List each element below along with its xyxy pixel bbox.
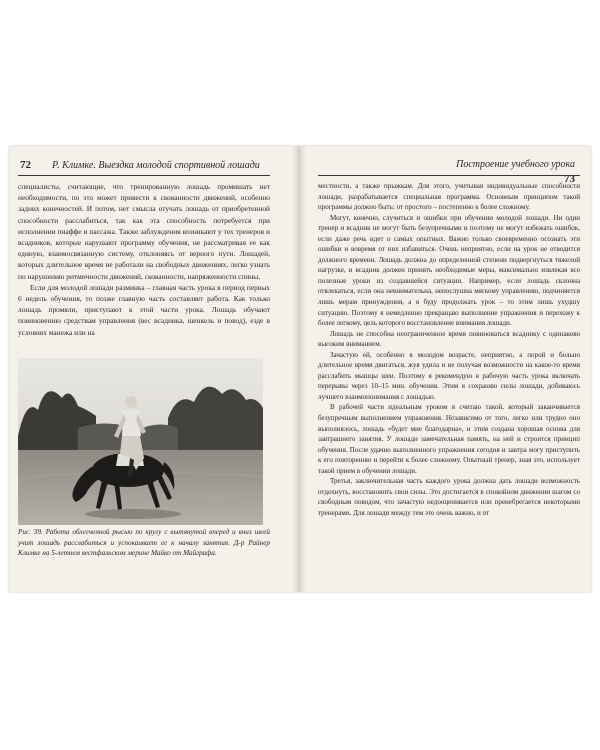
left-page-header xyxy=(20,158,270,172)
figure-photo xyxy=(18,358,263,525)
left-paragraph: Если для молодой лошади разминка – главная часть урока в период первых 6 недель обучения, то позже главную часть составляет работа. Как только лошадь промяли, приступают к этой части урока. Лошадь обучают повиновению средствам управления (вес всадника, шенкель и повод), езде в условиях манежа или на xyxy=(18,282,270,337)
left-header-rule xyxy=(18,175,270,176)
figure-caption: Рис. 39. Работа облегченной рысью по кругу с вытянутой вперед и вниз шеей учит лошадь расслабиться и успокаивает ее к началу занятия. Д-р Райнер Климке на 5-летнем вестфальском мерине Майко от Майграфа. xyxy=(18,528,270,558)
right-paragraph: Лошадь не способна неограниченное время повиноваться всаднику с одинаково высоким вниманием. xyxy=(318,329,580,349)
left-paragraph: специалисты, считающие, что тренированную лошадь промишать нет необходимости, по это может привести к скованности движений, особенно задних конечностей. И потом, нет смысла отучать лошадь от приобретенной способности расслабиться, так как эта способность потребуется при исполнении пиаффе и пассажа. Также заблуждения возникают у тех тренеров и всадников, которые нарушают программу обучения, не рассматривая ее как единую, взаимосвязанную систему, отклоняясь от верного пути. Лошадей, которых длительное время не работали на свободных движениях, легко узнать по нарушению ритмичности движений, скованности, напряженности спины. xyxy=(18,182,270,281)
right-paragraph: Третья, заключительная часть каждого урока должна дать лошади возможность отдохнуть, восстановить свои силы. Это достигается в спокойном движении шагом со свободным поводом, что зачастую недооценивается или пренебрегается некоторыми тренерами. Для лошади между тем это очень важно, и от xyxy=(318,477,580,517)
left-running-head: Р. Климке. Выездка молодой спортивной лошади xyxy=(52,160,260,171)
right-header-rule xyxy=(318,175,580,176)
right-paragraph: Могут, конечно, случиться и ошибки при обучении молодой лошади. Ни один тренер и всадник не могут быть безупречными и поэтому не могут избежать ошибок, если даже речь идет о самых опытных. Важно только своевременно осознать эти ошибки и вовремя от них избавиться. Очень неприятно, если на урок не отводится должного времени. Лошадь должна до определенной степени подвергнуться тяжелой нагрузке, и всадник должен принять необходимые меры, максимально извлекая все полезные уроки из создавшейся ситуации. Например, если лошадь склонна отвлекаться, если она невнимательна, непослушна мягкому управлению, подчиняется лишь мерам принуждения, а я буду продолжать урок – то этим лишь ухудшу ситуацию. Поэтому я немедленно прекращаю выполнение упражнения и перехожу к более легкому, цель которого восстановление внимания лошади. xyxy=(318,213,580,328)
right-paragraph: Зачастую ей, особенно в молодом возрасте, неприятно, а порой и больно длительное время двигаться, жуя удила и не получая возможности на какое-то время расслабить мышцы шеи. Поэтому я рекомендую в рабочую часть урока включать перерывы через 10–15 мин. обучения. Этим я сохраняю силы лошади, добиваюсь лучшего взаимопонимания с лошадью. xyxy=(318,350,580,401)
rider-on-horse-image xyxy=(18,358,263,525)
right-running-head: Построение учебного урока xyxy=(456,159,575,170)
right-paragraph: местности, а также прыжкам. Для этого, учитывая индивидуальные способности лошади, разрабатывается специальная программа. Основным принципом такой программы должно быть: от простого – постепенно к более сложному. xyxy=(318,182,580,212)
right-text-column xyxy=(318,181,580,519)
right-page-header xyxy=(412,158,575,185)
right-page-number: 73 xyxy=(564,173,575,185)
book-gutter xyxy=(292,146,306,592)
left-text-column xyxy=(18,181,270,338)
left-page-number: 72 xyxy=(20,159,31,171)
right-paragraph: В рабочей части идеальным уроком я считаю такой, который заканчивается безупречным выполнением упражнения. Независимо от того, легко или трудно оно выполнялось, лошадь «будет мне благодарна», и этим создана хорошая основа для завтрашнего занятия. У лошади замечательная память, на ней и строится принцип обучения. После удачно выполненного упражнения сегодня и завтра могу приступить к его повторению и перейти к более сложному. Опытный тренер, зная это, использует такой прием в обучении лошади. xyxy=(318,403,580,475)
